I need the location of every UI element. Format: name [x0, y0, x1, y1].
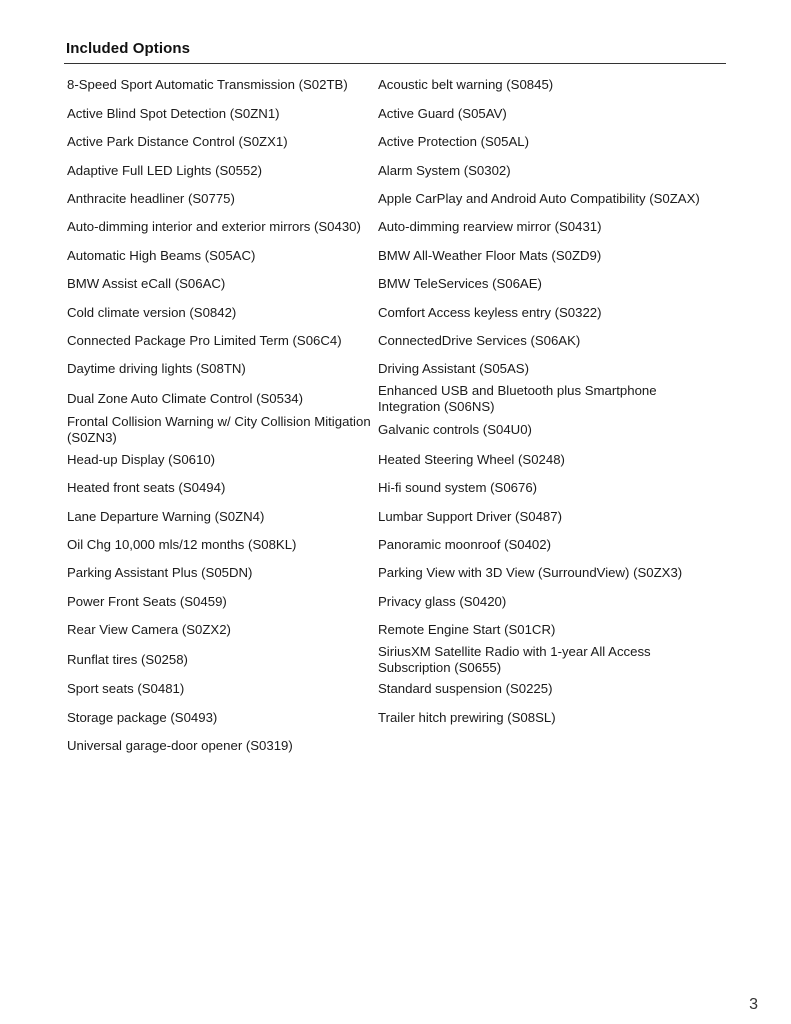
option-item-right: ConnectedDrive Services (S06AK) — [378, 332, 581, 348]
option-item-right: Panoramic moonroof (S0402) — [378, 536, 551, 552]
option-item-left: Rear View Camera (S0ZX2) — [67, 622, 231, 638]
option-item-right: Enhanced USB and Bluetooth plus Smartphone Integration (S06NS) — [378, 383, 657, 414]
option-item-right: Alarm System (S0302) — [378, 162, 511, 178]
option-item-right: Standard suspension (S0225) — [378, 681, 553, 697]
option-item-left: Cold climate version (S0842) — [67, 304, 237, 320]
option-item-left: BMW Assist eCall (S06AC) — [67, 276, 226, 292]
option-item-left: Power Front Seats (S0459) — [67, 593, 227, 609]
option-item-right: Comfort Access keyless entry (S0322) — [378, 304, 602, 320]
option-item-left: Parking Assistant Plus (S05DN) — [67, 565, 253, 581]
option-item-left: Frontal Collision Warning w/ City Collision Mitigation (S0ZN3) — [67, 414, 371, 445]
option-item-right: Heated Steering Wheel (S0248) — [378, 451, 565, 467]
option-item-right: Trailer hitch prewiring (S08SL) — [378, 709, 556, 725]
option-item-left: Oil Chg 10,000 mls/12 months (S08KL) — [67, 536, 297, 552]
option-item-right: Hi-fi sound system (S0676) — [378, 480, 538, 496]
option-item-left: Sport seats (S0481) — [67, 681, 185, 697]
option-item-right: Parking View with 3D View (SurroundView) (S0ZX3) — [378, 565, 683, 581]
option-item-left: Runflat tires (S0258) — [67, 651, 188, 667]
option-item-left: Storage package (S0493) — [67, 709, 218, 725]
option-item-right: BMW TeleServices (S06AE) — [378, 276, 542, 292]
section-title: Included Options — [66, 40, 191, 57]
option-item-right: Galvanic controls (S04U0) — [378, 422, 532, 438]
option-item-left: Universal garage-door opener (S0319) — [67, 738, 293, 754]
page-number: 3 — [749, 996, 758, 1013]
option-item-left: Active Blind Spot Detection (S0ZN1) — [67, 105, 280, 121]
option-item-left: Active Park Distance Control (S0ZX1) — [67, 134, 288, 150]
title-divider — [64, 63, 726, 64]
option-item-left: Automatic High Beams (S05AC) — [67, 247, 256, 263]
option-item-left: Anthracite headliner (S0775) — [67, 191, 235, 206]
option-item-right: BMW All-Weather Floor Mats (S0ZD9) — [378, 247, 602, 263]
option-item-right: Active Guard (S05AV) — [378, 105, 507, 121]
option-item-right: SiriusXM Satellite Radio with 1-year All Access Subscription (S0655) — [378, 644, 651, 675]
option-item-left: 8-Speed Sport Automatic Transmission (S02TB) — [67, 77, 348, 93]
option-item-left: Adaptive Full LED Lights (S0552) — [67, 162, 262, 178]
option-item-left: Lane Departure Warning (S0ZN4) — [67, 508, 265, 524]
options-list — [67, 71, 717, 760]
option-item-left: Head-up Display (S0610) — [67, 451, 216, 467]
option-item-right: Lumbar Support Driver (S0487) — [378, 508, 562, 524]
option-item-right: Remote Engine Start (S01CR) — [378, 622, 556, 638]
option-item-left: Dual Zone Auto Climate Control (S0534) — [67, 391, 304, 407]
option-item-right: Active Protection (S05AL) — [378, 134, 529, 150]
option-item-right: Apple CarPlay and Android Auto Compatibility (S0ZAX) — [378, 191, 700, 206]
option-item-right: Auto-dimming rearview mirror (S0431) — [378, 219, 602, 235]
option-item-left: Daytime driving lights (S08TN) — [67, 361, 246, 377]
option-item-right: Privacy glass (S0420) — [378, 593, 507, 609]
option-item-right: Driving Assistant (S05AS) — [378, 361, 529, 377]
option-item-right: Acoustic belt warning (S0845) — [378, 77, 554, 93]
option-item-left: Connected Package Pro Limited Term (S06C4) — [67, 332, 342, 348]
option-item-right — [378, 732, 717, 760]
option-item-left: Heated front seats (S0494) — [67, 480, 226, 496]
option-item-left: Auto-dimming interior and exterior mirrors (S0430) — [67, 219, 361, 235]
